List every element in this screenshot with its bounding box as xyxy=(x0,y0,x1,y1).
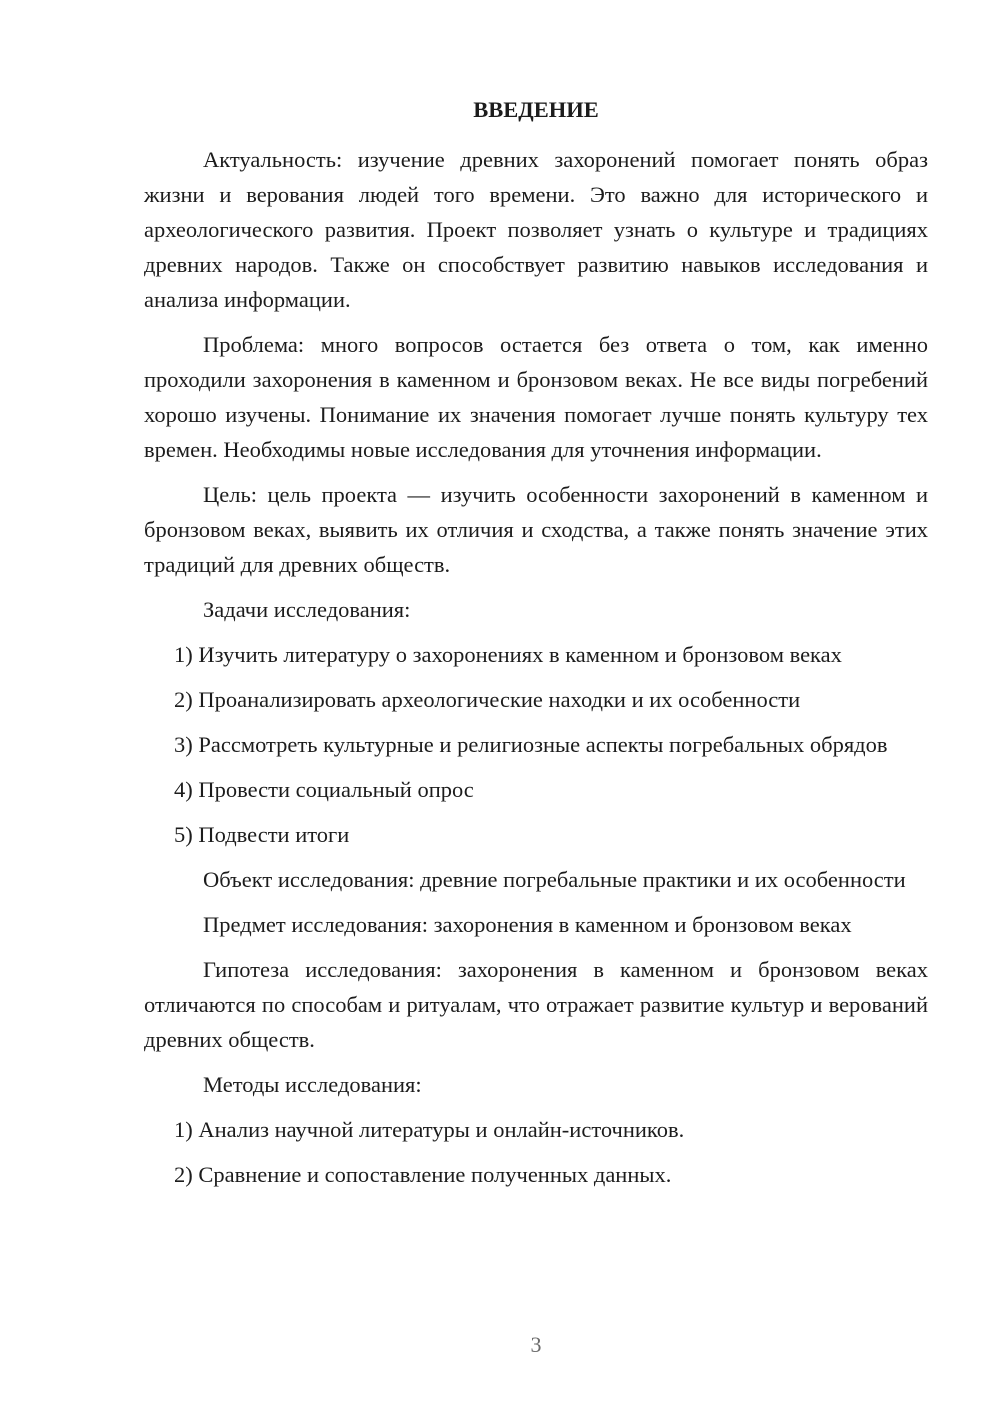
task-item: 1) Изучить литературу о захоронениях в каменном и бронзовом веках xyxy=(174,642,842,667)
object-paragraph: Объект исследования: древние погребальные практики и их особенности xyxy=(203,867,906,892)
tasks-heading: Задачи исследования: xyxy=(203,597,411,622)
methods-heading: Методы исследования: xyxy=(203,1072,422,1097)
method-item: 2) Сравнение и сопоставление полученных данных. xyxy=(174,1162,672,1187)
hypothesis-paragraph: Гипотеза исследования: захоронения в каменном и бронзовом веках отличаются по способам и ритуалам, что отражает развитие культур и верований древних обществ. xyxy=(144,957,928,1052)
document-page xyxy=(144,92,928,1202)
method-item: 1) Анализ научной литературы и онлайн-источников. xyxy=(174,1117,685,1142)
goal-paragraph: Цель: цель проекта — изучить особенности захоронений в каменном и бронзовом веках, выявить их отличия и сходства, а также понять значение этих традиций для древних обществ. xyxy=(144,482,928,577)
relevance-paragraph: Актуальность: изучение древних захоронений помогает понять образ жизни и верования людей того времени. Это важно для исторического и археологического развития. Проект позволяет узнать о культуре и традициях древних народов. Также он способствует развитию навыков исследования и анализа информации. xyxy=(144,147,928,312)
page-number: 3 xyxy=(530,1332,542,1357)
task-item: 3) Рассмотреть культурные и религиозные аспекты погребальных обрядов xyxy=(174,732,888,757)
task-item: 5) Подвести итоги xyxy=(174,822,350,847)
section-heading: ВВЕДЕНИЕ xyxy=(473,97,599,122)
task-item: 2) Проанализировать археологические находки и их особенности xyxy=(174,687,801,712)
problem-paragraph: Проблема: много вопросов остается без ответа о том, как именно проходили захоронения в каменном и бронзовом веках. Не все виды погребений хорошо изучены. Понимание их значения помогает лучше понять культуру тех времен. Необходимы новые исследования для уточнения информации. xyxy=(144,332,928,462)
task-item: 4) Провести социальный опрос xyxy=(174,777,474,802)
subject-paragraph: Предмет исследования: захоронения в каменном и бронзовом веках xyxy=(203,912,852,937)
